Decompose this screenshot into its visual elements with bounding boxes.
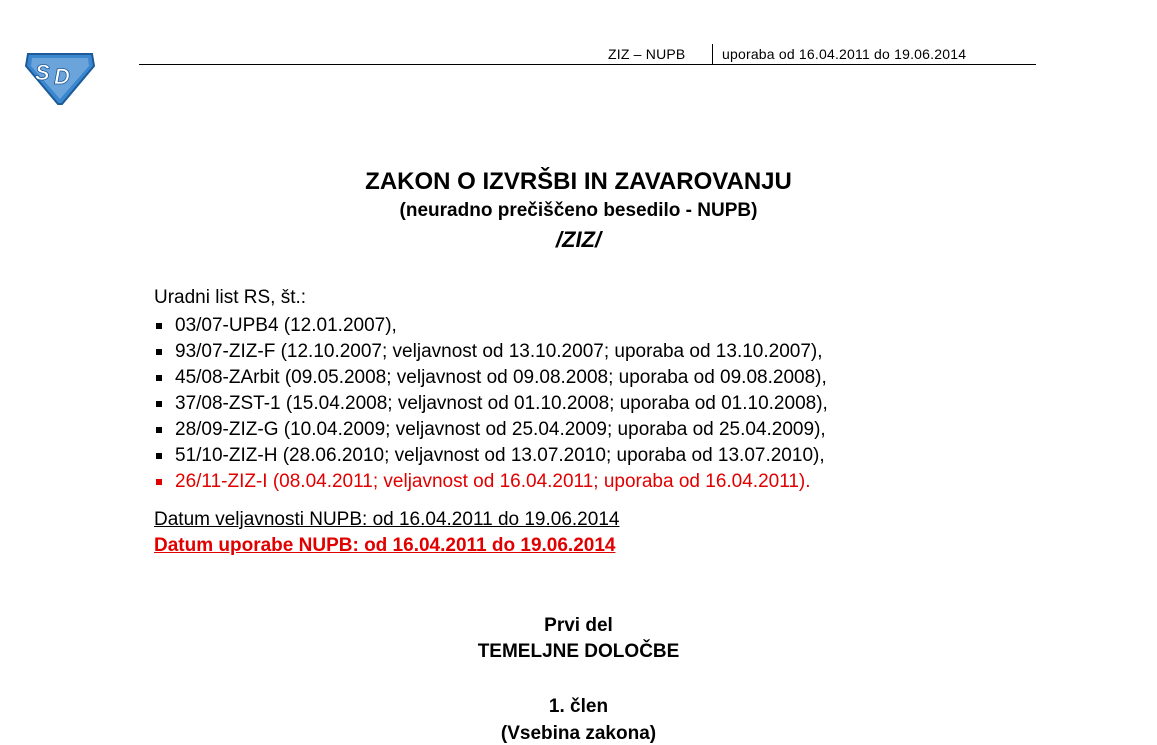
gazette-item: 45/08-ZArbit (09.05.2008; veljavnost od 09.08.2008; uporaba od 09.08.2008), xyxy=(154,365,828,391)
sd-logo-icon xyxy=(22,48,98,106)
document-subtitle: (neuradno prečiščeno besedilo - NUPB) xyxy=(399,200,758,221)
svg-text:S: S xyxy=(35,60,50,85)
gazette-list xyxy=(154,313,828,495)
validity-date: Datum veljavnosti NUPB: od 16.04.2011 do 19.06.2014 xyxy=(154,509,620,530)
article-title: (Vsebina zakona) xyxy=(500,723,657,744)
gazette-item: 28/09-ZIZ-G (10.04.2009; veljavnost od 25.04.2009; uporaba od 25.04.2009), xyxy=(154,417,828,443)
gazette-item: 93/07-ZIZ-F (12.10.2007; veljavnost od 13.10.2007; uporaba od 13.10.2007), xyxy=(154,339,828,365)
header-law-abbr: ZIZ – NUPB xyxy=(608,46,686,62)
header-separator xyxy=(712,44,713,64)
gazette-heading: Uradni list RS, št.: xyxy=(154,287,307,308)
bullet-icon xyxy=(156,453,162,459)
gazette-item: 51/10-ZIZ-H (28.06.2010; veljavnost od 13.07.2010; uporaba od 13.07.2010), xyxy=(154,443,828,469)
bullet-icon xyxy=(156,401,162,407)
usage-date: Datum uporabe NUPB: od 16.04.2011 do 19.06.2014 xyxy=(154,535,616,556)
part-label: Prvi del xyxy=(544,615,613,636)
document-abbreviation: /ZIZ/ xyxy=(555,227,602,252)
gazette-item-current: 26/11-ZIZ-I (08.04.2011; veljavnost od 16.04.2011; uporaba od 16.04.2011). xyxy=(154,469,828,495)
header-rule xyxy=(139,64,1036,65)
bullet-icon xyxy=(156,427,162,433)
bullet-icon xyxy=(156,323,162,329)
bullet-icon xyxy=(156,375,162,381)
gazette-item: 03/07-UPB4 (12.01.2007), xyxy=(154,313,828,339)
article-label: 1. člen xyxy=(548,696,609,717)
part-title: TEMELJNE DOLOČBE xyxy=(477,641,680,662)
bullet-icon xyxy=(156,349,162,355)
bullet-icon xyxy=(156,479,162,485)
gazette-item: 37/08-ZST-1 (15.04.2008; veljavnost od 01.10.2008; uporaba od 01.10.2008), xyxy=(154,391,828,417)
document-title: ZAKON O IZVRŠBI IN ZAVAROVANJU xyxy=(365,168,792,195)
svg-text:D: D xyxy=(54,64,70,89)
header-usage-period: uporaba od 16.04.2011 do 19.06.2014 xyxy=(722,46,967,62)
